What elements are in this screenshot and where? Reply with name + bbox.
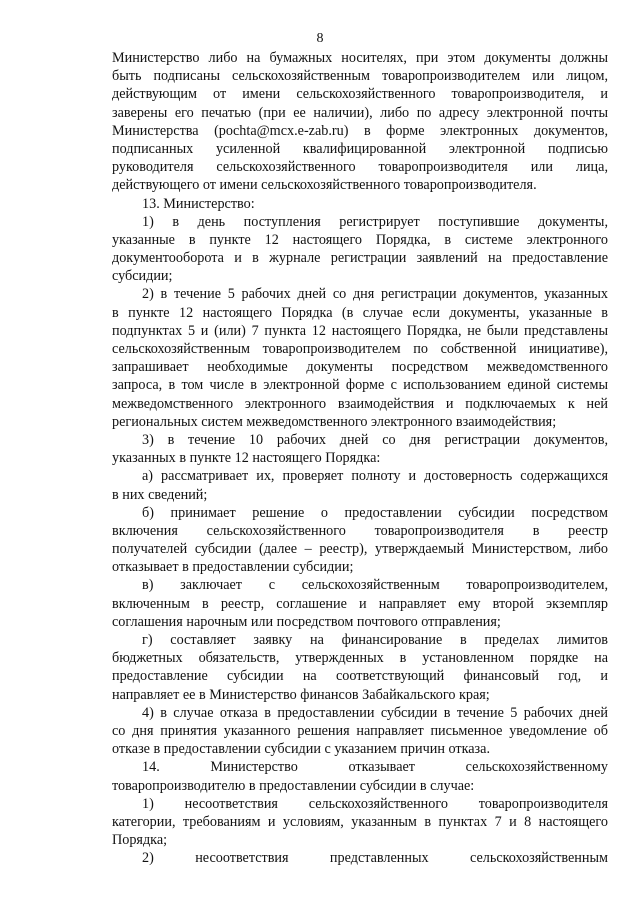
- text-line: запроса, в том числе в электронной форме с использованием единой системы: [112, 377, 608, 394]
- text-line: действующего от имени сельскохозяйственного товаропроизводителя.: [112, 177, 537, 194]
- text-line: получателей субсидии (далее – реестр), утверждаемый Министерством, либо: [112, 541, 608, 558]
- page-number: 8: [316, 31, 324, 46]
- text-line: предоставление субсидии на соответствующий финансовый год, и: [112, 668, 608, 685]
- text-line: Министерства (pochta@mcx.e-zab.ru) в форме электронных документов,: [112, 122, 608, 139]
- text-line: б) принимает решение о предоставлении субсидии посредством: [142, 504, 608, 521]
- text-line: 14. Министерство отказывает сельскохозяйственному: [142, 759, 608, 776]
- text-line: сельскохозяйственным товаропроизводителем по собственной инициативе),: [112, 341, 608, 357]
- text-line: в) заключает с сельскохозяйственным товаропроизводителем,: [142, 577, 608, 594]
- text-line: товаропроизводителю в предоставлении субсидии в случае:: [112, 777, 475, 794]
- text-line: 2) несоответствия представленных сельскохозяйственным: [142, 850, 608, 867]
- text-line: 4) в случае отказа в предоставлении субсидии в течение 5 рабочих дней: [142, 704, 608, 721]
- text-line: быть подписаны сельскохозяйственным товаропроизводителем или лицом,: [112, 68, 608, 85]
- text-line: запрашивает необходимые документы посредством межведомственного: [112, 359, 608, 376]
- text-line: 3) в течение 10 рабочих дней со дня регистрации документов,: [142, 431, 608, 448]
- text-line: со дня принятия указанного решения направляет письменное уведомление об: [112, 722, 608, 739]
- text-line: соглашения нарочным или посредством почтового отправления;: [112, 613, 501, 630]
- text-line: указанных в пункте 12 настоящего Порядка:: [112, 450, 381, 467]
- text-line: отказе в предоставлении субсидии с указанием причин отказа.: [112, 741, 490, 758]
- text-line: межведомственного электронного взаимодействия и подключаемых к ней: [112, 395, 608, 412]
- text-line: документооборота и в журнале регистрации заявлений на предоставление: [112, 250, 608, 267]
- text-line: указанные в пункте 12 настоящего Порядка, в системе электронного: [112, 231, 608, 248]
- text-line: а) рассматривает их, проверяет полноту и достоверность содержащихся: [142, 468, 608, 485]
- text-line: направляет ее в Министерство финансов Забайкальского края;: [112, 686, 490, 703]
- text-line: 13. Министерство:: [142, 195, 255, 212]
- text-line: Министерство либо на бумажных носителях, при этом документы должны: [112, 50, 608, 66]
- text-line: подпунктах 5 и (или) 7 пункта 12 настоящего Порядка, не были представлены: [112, 322, 608, 339]
- text-line: включения сельскохозяйственного товаропроизводителя в реестр: [112, 522, 608, 539]
- text-line: заверены его печатью (при ее наличии), либо по адресу электронной почты: [112, 104, 608, 121]
- text-line: категории, требованиям и условиям, указанным в пунктах 7 и 8 настоящего: [112, 813, 608, 830]
- text-line: включенным в реестр, соглашение и направляет ему второй экземпляр: [112, 595, 608, 612]
- text-line: 1) в день поступления регистрирует поступившие документы,: [142, 213, 608, 230]
- text-line: 2) в течение 5 рабочих дней со дня регистрации документов, указанных: [142, 286, 608, 303]
- text-line: в пункте 12 настоящего Порядка (в случае если документы, указанные в: [112, 304, 608, 321]
- text-line: субсидии;: [112, 268, 173, 285]
- text-line: отказывает в предоставлении субсидии;: [112, 559, 354, 576]
- text-line: Порядка;: [112, 832, 168, 849]
- text-line: 1) несоответствия сельскохозяйственного товаропроизводителя: [142, 795, 608, 812]
- text-line: г) составляет заявку на финансирование в пределах лимитов: [142, 632, 608, 648]
- body-text: [112, 49, 608, 867]
- text-line: действующим от имени сельскохозяйственного товаропроизводителя, и: [112, 86, 608, 103]
- text-line: в них сведений;: [112, 486, 208, 503]
- text-line: руководителя сельскохозяйственного товаропроизводителя или лица,: [112, 159, 608, 176]
- text-line: бюджетных обязательств, утвержденных в установленном порядке на: [112, 650, 608, 667]
- text-line: региональных систем межведомственного электронного взаимодействия;: [112, 413, 557, 430]
- text-line: подписанных усиленной квалифицированной электронной подписью: [112, 140, 608, 157]
